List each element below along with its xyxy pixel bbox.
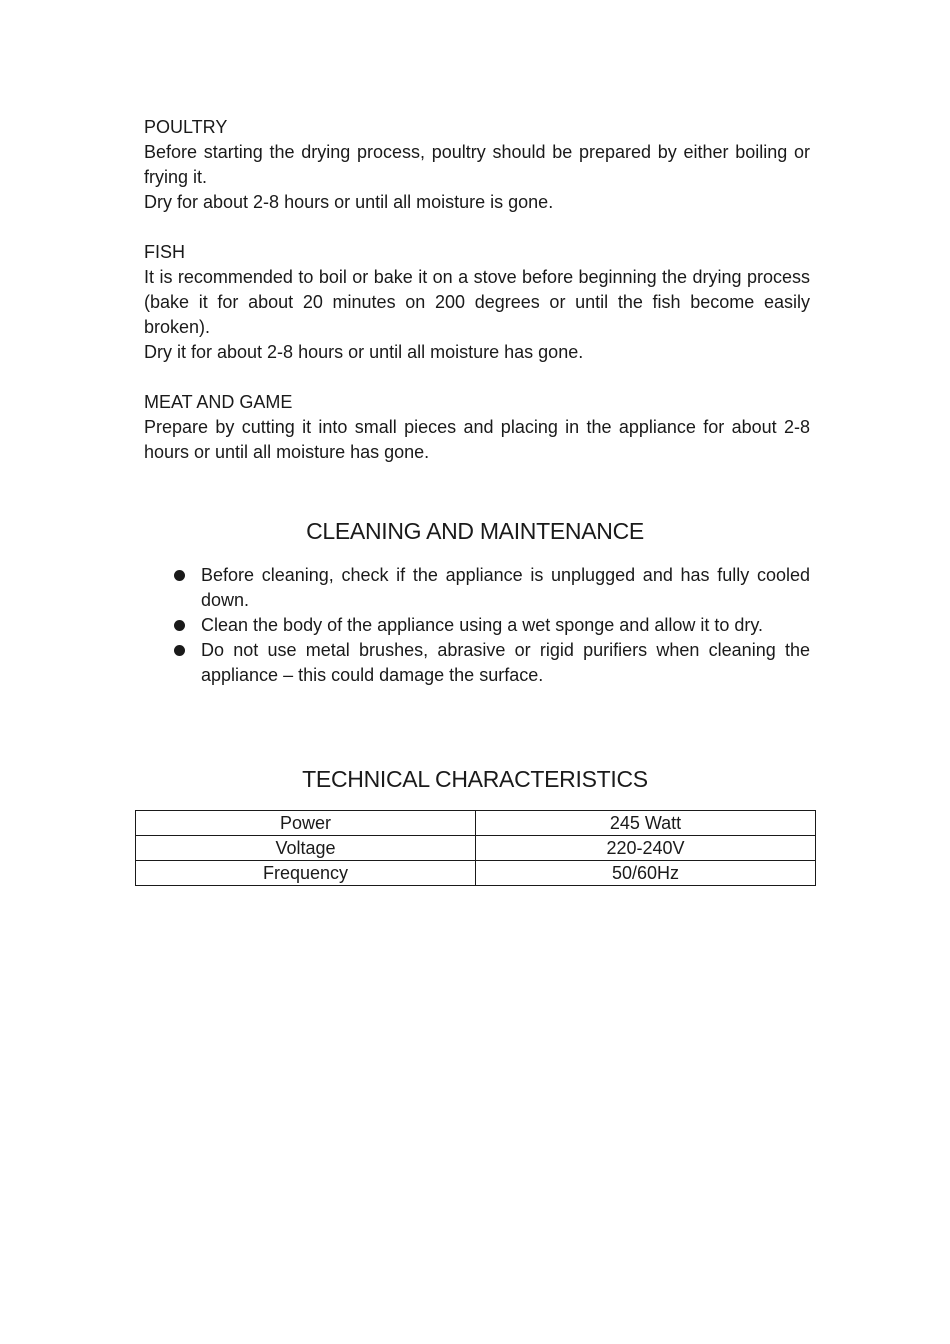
section-paragraph: Before starting the drying process, poultry should be prepared by either boiling or frying it. <box>144 142 810 187</box>
list-item <box>170 613 810 638</box>
bullet-dot-icon <box>174 645 185 656</box>
spec-value: 220-240V <box>476 836 816 861</box>
section-meat-and-game <box>144 390 810 465</box>
bullet-text: Clean the body of the appliance using a wet sponge and allow it to dry. <box>201 615 764 635</box>
list-item <box>170 638 810 688</box>
list-item <box>170 563 810 613</box>
technical-specs-table <box>135 810 816 886</box>
section-poultry <box>144 115 810 215</box>
spec-label: Power <box>136 811 476 836</box>
section-paragraph: Dry for about 2-8 hours or until all moisture is gone. <box>144 192 554 212</box>
bullet-text: Do not use metal brushes, abrasive or rigid purifiers when cleaning the appliance – this could damage the surface. <box>201 640 810 685</box>
food-drying-instructions <box>144 115 810 490</box>
section-title-meat-and-game: MEAT AND GAME <box>144 392 293 412</box>
bullet-dot-icon <box>174 620 185 631</box>
section-title-fish: FISH <box>144 242 186 262</box>
bullet-dot-icon <box>174 570 185 581</box>
section-title-poultry: POULTRY <box>144 117 228 137</box>
cleaning-heading: CLEANING AND MAINTENANCE <box>306 518 644 544</box>
spec-label: Voltage <box>136 836 476 861</box>
technical-heading: TECHNICAL CHARACTERISTICS <box>302 766 648 792</box>
section-paragraph: Dry it for about 2-8 hours or until all moisture has gone. <box>144 342 584 362</box>
table-row <box>136 836 816 861</box>
table-row <box>136 811 816 836</box>
spec-value: 245 Watt <box>476 811 816 836</box>
bullet-text: Before cleaning, check if the appliance is unplugged and has fully cooled down. <box>201 565 810 610</box>
cleaning-bullet-list <box>170 563 810 688</box>
section-paragraph: Prepare by cutting it into small pieces and placing in the appliance for about 2-8 hours or until all moisture has gone. <box>144 417 810 462</box>
table-row <box>136 861 816 886</box>
spec-value: 50/60Hz <box>476 861 816 886</box>
section-paragraph: It is recommended to boil or bake it on a stove before beginning the drying process (bake it for about 20 minutes on 200 degrees or until the fish become easily broken). <box>144 267 810 337</box>
section-fish <box>144 240 810 365</box>
spec-label: Frequency <box>136 861 476 886</box>
